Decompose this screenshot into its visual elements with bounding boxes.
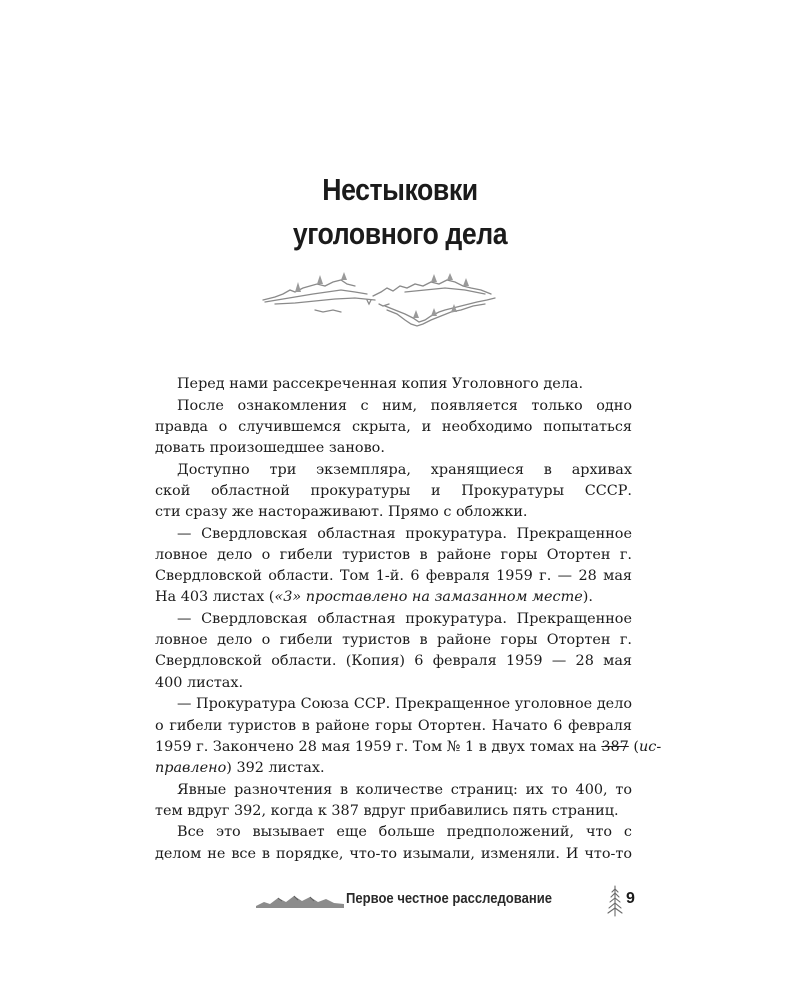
paragraph-line: ской областной прокуратуры и Прокуратуры СССР. xyxy=(155,482,632,499)
italic-note: ис- xyxy=(639,738,662,755)
paragraph-line: Все это вызывает еще больше предположений, что с xyxy=(177,824,632,841)
paragraph-line xyxy=(155,587,632,608)
text-run: ( xyxy=(628,738,639,755)
text-run: ) 392 листах. xyxy=(226,759,325,776)
paragraph-line: ловное дело о гибели туристов в районе горы Отортен г. xyxy=(155,547,632,563)
paragraph-line: довать произошедшее заново. xyxy=(155,440,385,457)
paragraph-line: Перед нами рассекреченная копия Уголовного дела. xyxy=(177,376,584,392)
paragraph-line: ловное дело о гибели туристов в районе горы Отортен г. xyxy=(155,632,632,649)
paragraph-line: — Свердловская областная прокуратура. Прекращенное xyxy=(177,525,632,542)
paragraph-line: тем вдруг 392, когда к 387 вдруг прибавились пять страниц. xyxy=(155,802,619,819)
text-run: 1959 г. Закончено 28 мая 1959 г. Том № 1 в двух томах на xyxy=(155,738,602,755)
paragraph-line: делом не все в порядке, что-то изымали, изменяли. И что-то xyxy=(155,845,632,862)
struck-number: 387 xyxy=(601,738,629,755)
paragraph-line: — Свердловская областная прокуратура. Прекращенное xyxy=(177,611,632,628)
running-title: Первое честное расследование xyxy=(346,891,553,907)
paragraph-line: После ознакомления с ним, появляется только одно xyxy=(177,397,632,414)
paragraph-line: Свердловской области. (Копия) 6 февраля 1959 — 28 мая xyxy=(155,653,632,670)
paragraph-line: — Прокуратура Союза ССР. Прекращенное уголовное дело xyxy=(177,696,632,713)
pine-tree-icon xyxy=(606,884,624,918)
italic-note: правлено xyxy=(155,759,227,776)
page-footer xyxy=(256,884,646,920)
paragraph-line: правда о случившемся скрыта, и необходимо попытаться xyxy=(155,418,632,435)
paragraph-line: сти сразу же настораживают. Прямо с обложки. xyxy=(155,504,528,521)
mountains-icon xyxy=(256,892,344,908)
paragraph-line: Явные разночтения в количестве страниц: их то 400, то xyxy=(177,781,632,798)
paragraph-line: 400 листах. xyxy=(155,674,244,691)
chapter-title-line1: Нестыковки xyxy=(322,172,478,207)
body-text xyxy=(155,374,662,865)
paragraph-line: о гибели туристов в районе горы Отортен. Начато 6 февраля xyxy=(155,717,632,734)
italic-note: «3» проставлено на замазанном месте xyxy=(274,589,583,606)
chapter-title xyxy=(56,168,744,256)
text-run: ). xyxy=(582,589,593,606)
paragraph-line xyxy=(155,758,632,779)
paragraph-line: Свердловской области. Том 1-й. 6 февраля 1959 г. — 28 мая xyxy=(155,568,632,585)
forest-landscape-icon xyxy=(255,270,505,336)
page-number: 9 xyxy=(626,890,635,907)
paragraph-line xyxy=(155,737,662,758)
chapter-title-line2: уголовного дела xyxy=(292,216,508,251)
paragraph-line: Доступно три экземпляра, хранящиеся в архивах xyxy=(177,461,632,478)
text-run: На 403 листах ( xyxy=(155,589,275,606)
